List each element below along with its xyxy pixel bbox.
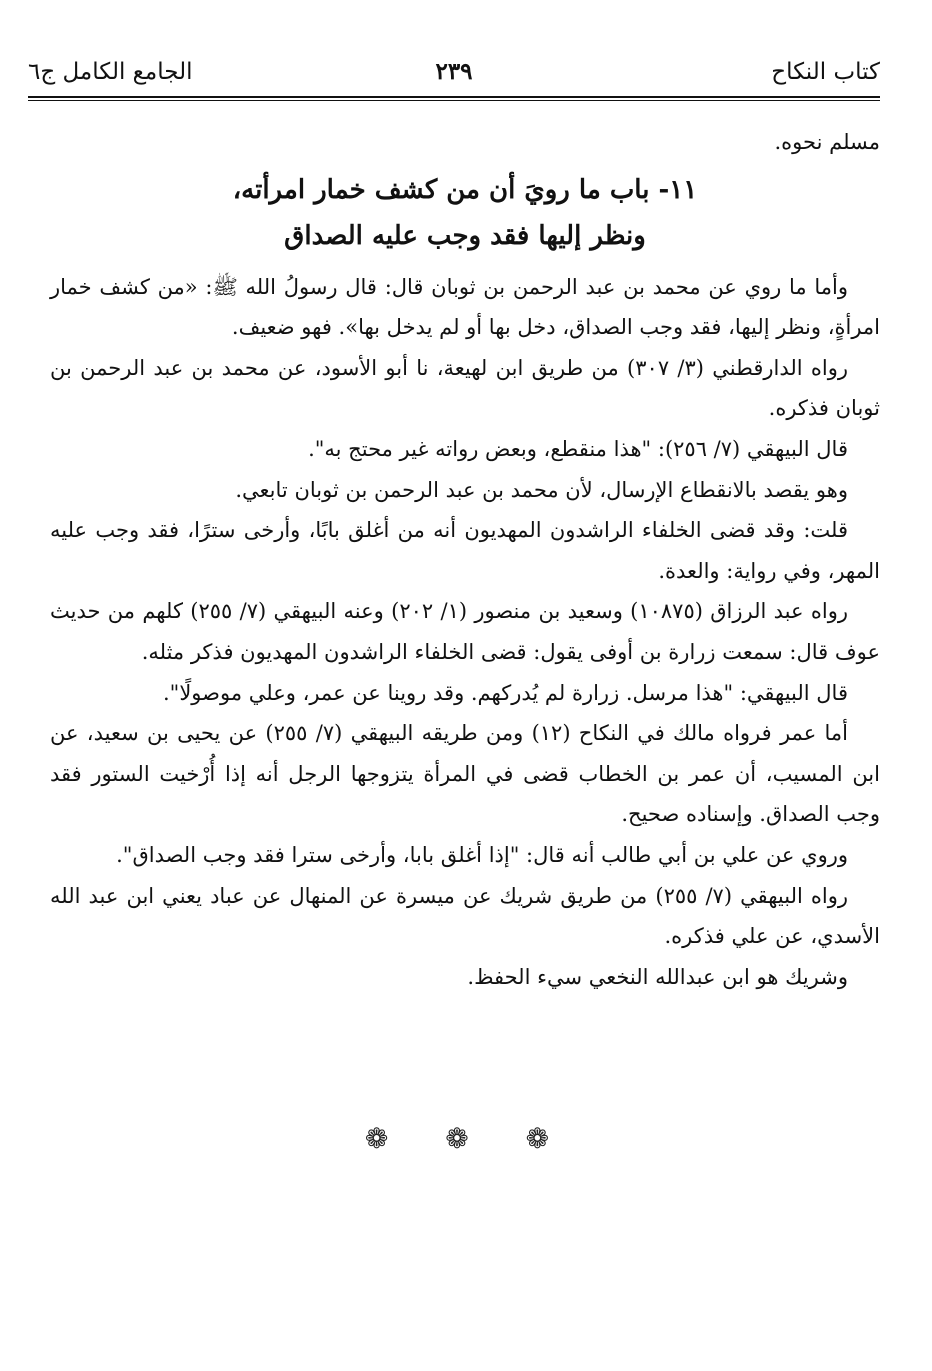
paragraph-continuation: مسلم نحوه. [774, 130, 880, 154]
book-title: الجامع الكامل ج٦ [28, 59, 193, 85]
flower-ornament-icon: ❁ [445, 1122, 487, 1155]
chapter-heading-line-2: ونظر إليها فقد وجب عليه الصداق [284, 220, 646, 251]
section-end-ornament [0, 1122, 932, 1155]
paragraph: أما عمر فرواه مالك في النكاح (١٢) ومن طريقه البيهقي (٧/ ٢٥٥) عن يحيى بن سعيد، عن ابن المسيب، أن عمر بن الخطاب قضى في المرأة يتزوجها الرجل أنه إذا أُرْخيت الستور فقد وجب الصداق. وإسناده صحيح. [50, 721, 880, 827]
paragraph: قلت: وقد قضى الخلفاء الراشدون المهديون أنه من أغلق بابًا، وأرخى سترًا، فقد وجب عليه المهر، وفي رواية: والعدة. [50, 518, 880, 583]
paragraph: رواه عبد الرزاق (١٠٨٧٥) وسعيد بن منصور (١/ ٢٠٢) وعنه البيهقي (٧/ ٢٥٥) كلهم من حديث عوف قال: سمعت زرارة بن أوفى يقول: قضى الخلفاء الراشدون المهديون فذكر مثله. [50, 599, 880, 664]
paragraph: قال البيهقي (٧/ ٢٥٦): "هذا منقطع، وبعض رواته غير محتج به". [308, 436, 848, 461]
flower-ornament-icon: ❁ [525, 1122, 568, 1155]
header-rule-thin [28, 100, 880, 101]
page-header [28, 56, 880, 96]
paragraph: وروي عن علي بن أبي طالب أنه قال: "إذا أغلق بابا، وأرخى سترا فقد وجب الصداق". [116, 842, 848, 867]
chapter-heading [50, 167, 880, 259]
paragraph: وهو يقصد بالانقطاع الإرسال، لأن محمد بن عبد الرحمن بن ثوبان تابعي. [235, 477, 848, 502]
running-title: كتاب النكاح [771, 59, 880, 85]
paragraph: رواه البيهقي (٧/ ٢٥٥) من طريق شريك عن ميسرة عن المنهال عن عباد يعني ابن عبد الله الأسدي، عن علي فذكره. [50, 883, 880, 949]
paragraph: قال البيهقي: "هذا مرسل. زرارة لم يُدركهم. وقد روينا عن عمر، وعلي موصولًا". [163, 680, 848, 705]
paragraph: رواه الدارقطني (٣/ ٣٠٧) من طريق ابن لهيعة، نا أبو الأسود، عن محمد بن عبد الرحمن بن ثوبان فذكره. [50, 355, 880, 421]
flower-ornament-icon: ❁ [364, 1122, 407, 1155]
page-body [50, 122, 880, 997]
chapter-heading-line-1: ١١- باب ما رويَ أن من كشف خمار امرأته، [232, 174, 698, 205]
paragraph: وأما ما روي عن محمد بن عبد الرحمن بن ثوبان قال: قال رسولُ الله ﷺ: «من كشف خمار امرأةٍ، ونظر إليها، فقد وجب الصداق، دخل بها أو لم يدخل بها». فهو ضعيف. [50, 274, 880, 340]
paragraph: وشريك هو ابن عبدالله النخعي سيء الحفظ. [467, 964, 848, 989]
page-number: ٢٣٩ [435, 58, 473, 85]
header-rule [28, 96, 880, 98]
